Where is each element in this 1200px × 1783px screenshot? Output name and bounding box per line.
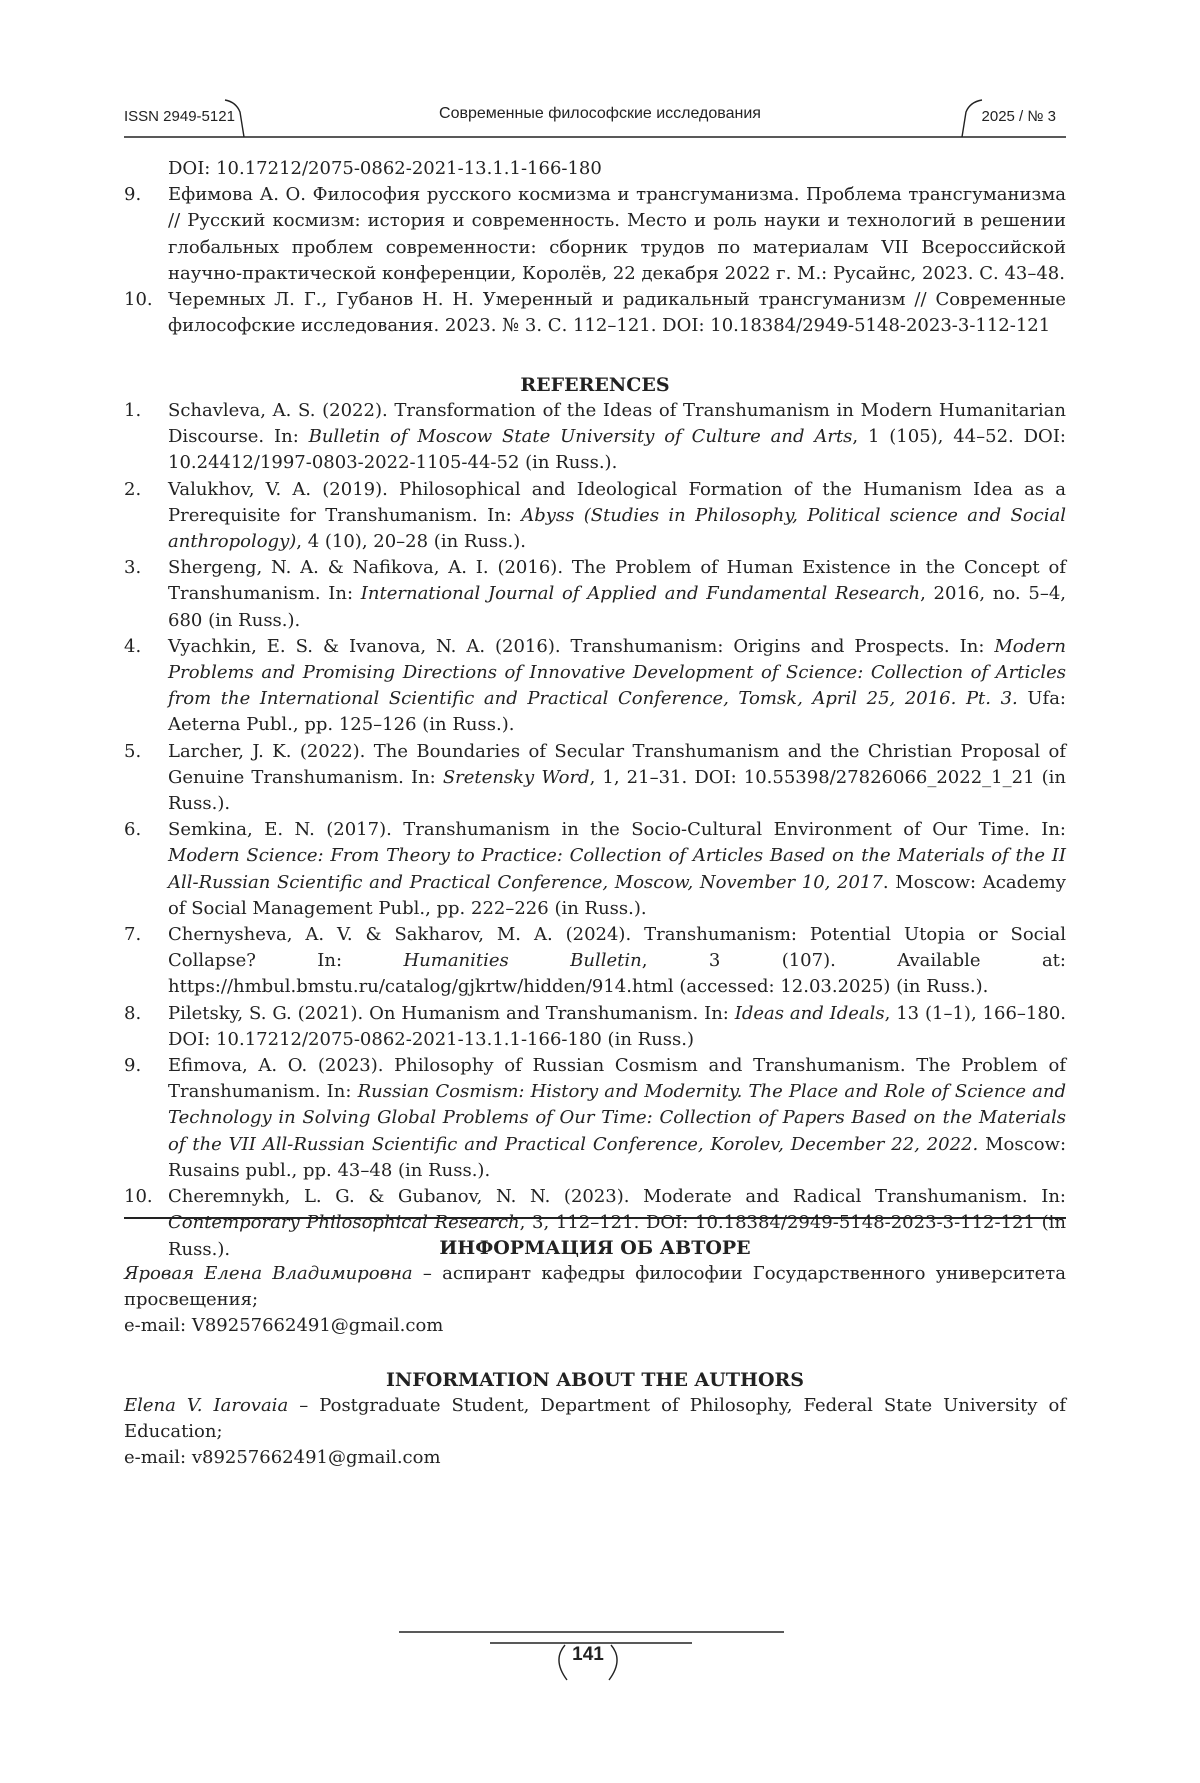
reference-number: 10. xyxy=(124,1184,168,1263)
reference-continuation: DOI: 10.17212/2075-0862-2021-13.1.1-166-180 xyxy=(124,156,1066,182)
header-issn: ISSN 2949-5121 xyxy=(124,108,235,125)
russian-references xyxy=(124,156,1066,339)
author-name: Elena V. Iarovaia xyxy=(124,1395,288,1416)
references-heading: REFERENCES xyxy=(124,372,1066,398)
page-number: 141 xyxy=(555,1644,621,1666)
reference-number: 9. xyxy=(124,182,168,287)
author-description: Яровая Елена Владимировна – аспирант кафедры философии Государственного университета просвещения; xyxy=(124,1261,1066,1313)
author-description: Elena V. Iarovaia – Postgraduate Student, Department of Philosophy, Federal State University of Education; xyxy=(124,1393,1066,1445)
reference-number: 6. xyxy=(124,817,168,922)
reference-number: 10. xyxy=(124,287,168,339)
reference-text: Valukhov, V. A. (2019). Philosophical and Ideological Formation of the Humanism Idea as a Prerequisite for Transhumanism. In: Abyss (Studies in Philosophy, Political science and Social anthropology), 4 (10), 20–28 (in Russ.). xyxy=(168,477,1066,556)
header-journal-title: Современные философские исследования xyxy=(300,105,900,123)
reference-text: Vyachkin, E. S. & Ivanova, N. A. (2016). Transhumanism: Origins and Prospects. In: Modern Problems and Promising Directions of Innovative Development of Science: Collection of Articles from the International Scientific and Practical Conference, Tomsk, April 25, 2016. Pt. 3. Ufa: Aeterna Publ., pp. 125–126 (in Russ.). xyxy=(168,634,1066,739)
reference-item xyxy=(124,817,1066,922)
reference-item xyxy=(124,477,1066,556)
reference-text: Larcher, J. K. (2022). The Boundaries of Secular Transhumanism and the Christian Proposal of Genuine Transhumanism. In: Sretensky Word, 1, 21–31. DOI: 10.55398/27826066_2022_1_21 (in Russ.). xyxy=(168,739,1066,818)
author-info-ru-heading: ИНФОРМАЦИЯ ОБ АВТОРЕ xyxy=(124,1235,1066,1261)
header-right-bracket xyxy=(962,100,982,137)
reference-number: 5. xyxy=(124,739,168,818)
reference-item xyxy=(124,634,1066,739)
author-email: e-mail: v89257662491@gmail.com xyxy=(124,1445,1066,1471)
reference-item xyxy=(124,398,1066,477)
reference-item xyxy=(124,287,1066,339)
references-list xyxy=(124,398,1066,1263)
header-issue: 2025 / № 3 xyxy=(980,108,1056,125)
reference-text: Efimova, A. O. (2023). Philosophy of Russian Cosmism and Transhumanism. The Problem of Transhumanism. In: Russian Cosmism: History and Modernity. The Place and Role of Science and Technology in Solving Global Problems of Our Time: Collection of Papers Based on the Materials of the VII All-Russian Scientific and Practical Conference, Korolev, December 22, 2022. Moscow: Rusains publ., pp. 43–48 (in Russ.). xyxy=(168,1053,1066,1184)
reference-text: Piletsky, S. G. (2021). On Humanism and Transhumanism. In: Ideas and Ideals, 13 (1–1), 166–180. DOI: 10.17212/2075-0862-2021-13.1.1-166-180 (in Russ.) xyxy=(168,1001,1066,1053)
author-info-en-heading: INFORMATION ABOUT THE AUTHORS xyxy=(124,1367,1066,1393)
reference-text: Chernysheva, A. V. & Sakharov, M. A. (2024). Transhumanism: Potential Utopia or Social Collapse? In: Humanities Bulletin, 3 (107). Available at: https://hmbul.bmstu.ru/catalog/gjkrtw/hidden/914.html (accessed: 12.03.2025) (in Russ.). xyxy=(168,922,1066,1001)
reference-number: 3. xyxy=(124,555,168,634)
reference-text: Ефимова А. О. Философия русского космизма и трансгуманизма. Проблема трансгуманизма // Русский космизм: история и современность. Место и роль науки и технологий в решении глобальных проблем современности: сборник трудов по материалам VII Всероссийской научно-практической конференции, Королёв, 22 декабря 2022 г. М.: Русайнс, 2023. С. 43–48. xyxy=(168,182,1066,287)
reference-item xyxy=(124,1001,1066,1053)
reference-text: Schavleva, A. S. (2022). Transformation of the Ideas of Transhumanism in Modern Humanitarian Discourse. In: Bulletin of Moscow State University of Culture and Arts, 1 (105), 44–52. DOI: 10.24412/1997-0803-2022-1105-44-52 (in Russ.). xyxy=(168,398,1066,477)
author-name: Яровая Елена Владимировна xyxy=(124,1263,413,1284)
reference-item xyxy=(124,1053,1066,1184)
reference-number: 8. xyxy=(124,1001,168,1053)
author-info-ru xyxy=(124,1261,1066,1340)
reference-item xyxy=(124,922,1066,1001)
reference-number: 4. xyxy=(124,634,168,739)
reference-number: 1. xyxy=(124,398,168,477)
reference-item xyxy=(124,555,1066,634)
reference-text: Shergeng, N. A. & Nafikova, A. I. (2016). The Problem of Human Existence in the Concept of Transhumanism. In: International Journal of Applied and Fundamental Research, 2016, no. 5–4, 680 (in Russ.). xyxy=(168,555,1066,634)
author-info-en xyxy=(124,1393,1066,1472)
reference-item xyxy=(124,182,1066,287)
reference-text: Черемных Л. Г., Губанов Н. Н. Умеренный и радикальный трансгуманизм // Современные философские исследования. 2023. № 3. С. 112–121. DOI: 10.18384/2949-5148-2023-3-112-121 xyxy=(168,287,1066,339)
author-email: e-mail: V89257662491@gmail.com xyxy=(124,1313,1066,1339)
reference-text: Cheremnykh, L. G. & Gubanov, N. N. (2023). Moderate and Radical Transhumanism. In: Contemporary Philosophical Research, 3, 112–121. DOI: 10.18384/2949-5148-2023-3-112-121 (in Russ.). xyxy=(168,1184,1066,1263)
reference-number: 9. xyxy=(124,1053,168,1184)
reference-number: 2. xyxy=(124,477,168,556)
reference-number: 7. xyxy=(124,922,168,1001)
reference-text: Semkina, E. N. (2017). Transhumanism in the Socio-Cultural Environment of Our Time. In: Modern Science: From Theory to Practice: Collection of Articles Based on the Materials of the II All-Russian Scientific and Practical Conference, Moscow, November 10, 2017. Moscow: Academy of Social Management Publ., pp. 222–226 (in Russ.). xyxy=(168,817,1066,922)
reference-item xyxy=(124,739,1066,818)
